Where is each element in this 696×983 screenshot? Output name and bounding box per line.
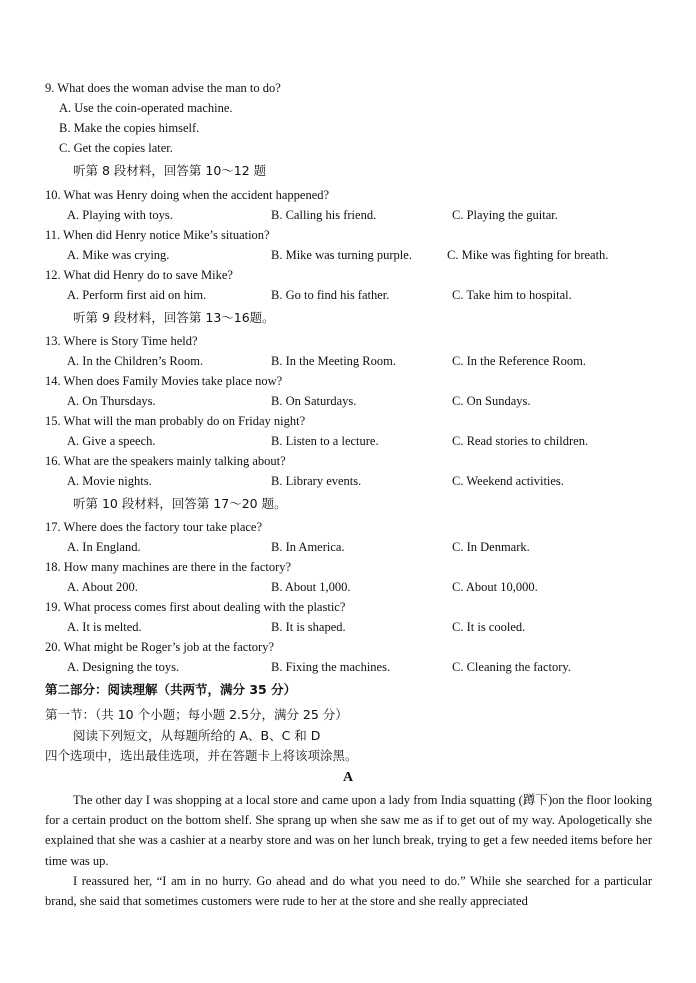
q20-option-b: B. Fixing the machines. bbox=[271, 660, 391, 674]
q9-option-b: B. Make the copies himself. bbox=[59, 121, 200, 135]
q14-option-a: A. On Thursdays. bbox=[67, 394, 156, 408]
q20-option-a: A. Designing the toys. bbox=[67, 660, 180, 674]
question-17: 17. Where does the factory tour take place? bbox=[45, 520, 263, 534]
reading-instruction-line2: 四个选项中，选出最佳选项，并在答题卡上将该项涂黑。 bbox=[45, 748, 358, 763]
q16-option-c: C. Weekend activities. bbox=[452, 474, 564, 488]
passage-body bbox=[45, 790, 652, 911]
q17-option-a: A. In England. bbox=[67, 540, 141, 554]
question-12: 12. What did Henry do to save Mike? bbox=[45, 268, 233, 282]
question-16: 16. What are the speakers mainly talking about? bbox=[45, 454, 286, 468]
q15-option-a: A. Give a speech. bbox=[67, 434, 156, 448]
q13-option-b: B. In the Meeting Room. bbox=[271, 354, 396, 368]
question-15: 15. What will the man probably do on Friday night? bbox=[45, 414, 306, 428]
q14-option-b: B. On Saturdays. bbox=[271, 394, 357, 408]
q11-option-a: A. Mike was crying. bbox=[67, 248, 170, 262]
question-20: 20. What might be Roger’s job at the factory? bbox=[45, 640, 274, 654]
question-14: 14. When does Family Movies take place now? bbox=[45, 374, 283, 388]
q11-option-c: C. Mike was fighting for breath. bbox=[447, 248, 609, 262]
q14-option-c: C. On Sundays. bbox=[452, 394, 531, 408]
question-19: 19. What process comes first about dealing with the plastic? bbox=[45, 600, 346, 614]
q16-option-a: A. Movie nights. bbox=[67, 474, 152, 488]
question-11: 11. When did Henry notice Mike’s situation? bbox=[45, 228, 270, 242]
q12-option-b: B. Go to find his father. bbox=[271, 288, 390, 302]
section-instruction-8: 听第 8 段材料，回答第 10～12 题 bbox=[73, 163, 267, 178]
q9-option-a: A. Use the coin-operated machine. bbox=[59, 101, 233, 115]
question-13: 13. Where is Story Time held? bbox=[45, 334, 198, 348]
q9-option-c: C. Get the copies later. bbox=[59, 141, 173, 155]
q12-option-c: C. Take him to hospital. bbox=[452, 288, 572, 302]
section-one-heading: 第一节：（共 10 个小题；每小题 2.5分，满分 25 分） bbox=[45, 707, 348, 722]
question-9: 9. What does the woman advise the man to do? bbox=[45, 81, 281, 95]
section-instruction-10: 听第 10 段材料，回答第 17～20 题。 bbox=[73, 496, 287, 511]
q13-option-a: A. In the Children’s Room. bbox=[67, 354, 204, 368]
q13-option-c: C. In the Reference Room. bbox=[452, 354, 586, 368]
q10-option-b: B. Calling his friend. bbox=[271, 208, 377, 222]
passage-paragraph-1: The other day I was shopping at a local store and came upon a lady from India squatting (蹲下)on the floor looking for a certain product on the bottom shelf. She sprang up when she saw me as if to get out of my way. Apologetically she explained that she was a cashier at a nearby store and was on her lunch break, trying to get a few needed items before her time was up. bbox=[45, 793, 652, 868]
passage-label: A bbox=[342, 770, 354, 785]
q18-option-a: A. About 200. bbox=[67, 580, 138, 594]
q19-option-c: C. It is cooled. bbox=[452, 620, 526, 634]
q18-option-b: B. About 1,000. bbox=[271, 580, 351, 594]
q20-option-c: C. Cleaning the factory. bbox=[452, 660, 571, 674]
q18-option-c: C. About 10,000. bbox=[452, 580, 538, 594]
question-18: 18. How many machines are there in the factory? bbox=[45, 560, 292, 574]
reading-instruction-line1: 阅读下列短文，从每题所给的 A、B、C 和 D bbox=[73, 728, 321, 743]
q12-option-a: A. Perform first aid on him. bbox=[67, 288, 207, 302]
q11-option-b: B. Mike was turning purple. bbox=[271, 248, 412, 262]
part-two-heading: 第二部分：阅读理解（共两节，满分 35 分） bbox=[45, 682, 297, 697]
q15-option-c: C. Read stories to children. bbox=[452, 434, 589, 448]
q15-option-b: B. Listen to a lecture. bbox=[271, 434, 379, 448]
q10-option-c: C. Playing the guitar. bbox=[452, 208, 558, 222]
section-instruction-9: 听第 9 段材料，回答第 13～16题。 bbox=[73, 310, 275, 325]
q17-option-b: B. In America. bbox=[271, 540, 345, 554]
q16-option-b: B. Library events. bbox=[271, 474, 362, 488]
q19-option-a: A. It is melted. bbox=[67, 620, 142, 634]
question-10: 10. What was Henry doing when the accident happened? bbox=[45, 188, 330, 202]
q19-option-b: B. It is shaped. bbox=[271, 620, 346, 634]
passage-paragraph-2: I reassured her, “I am in no hurry. Go ahead and do what you need to do.” While she searched for a particular brand, she said that sometimes customers were rude to her at the store and she really appreciated bbox=[45, 873, 652, 909]
q10-option-a: A. Playing with toys. bbox=[67, 208, 173, 222]
q17-option-c: C. In Denmark. bbox=[452, 540, 530, 554]
